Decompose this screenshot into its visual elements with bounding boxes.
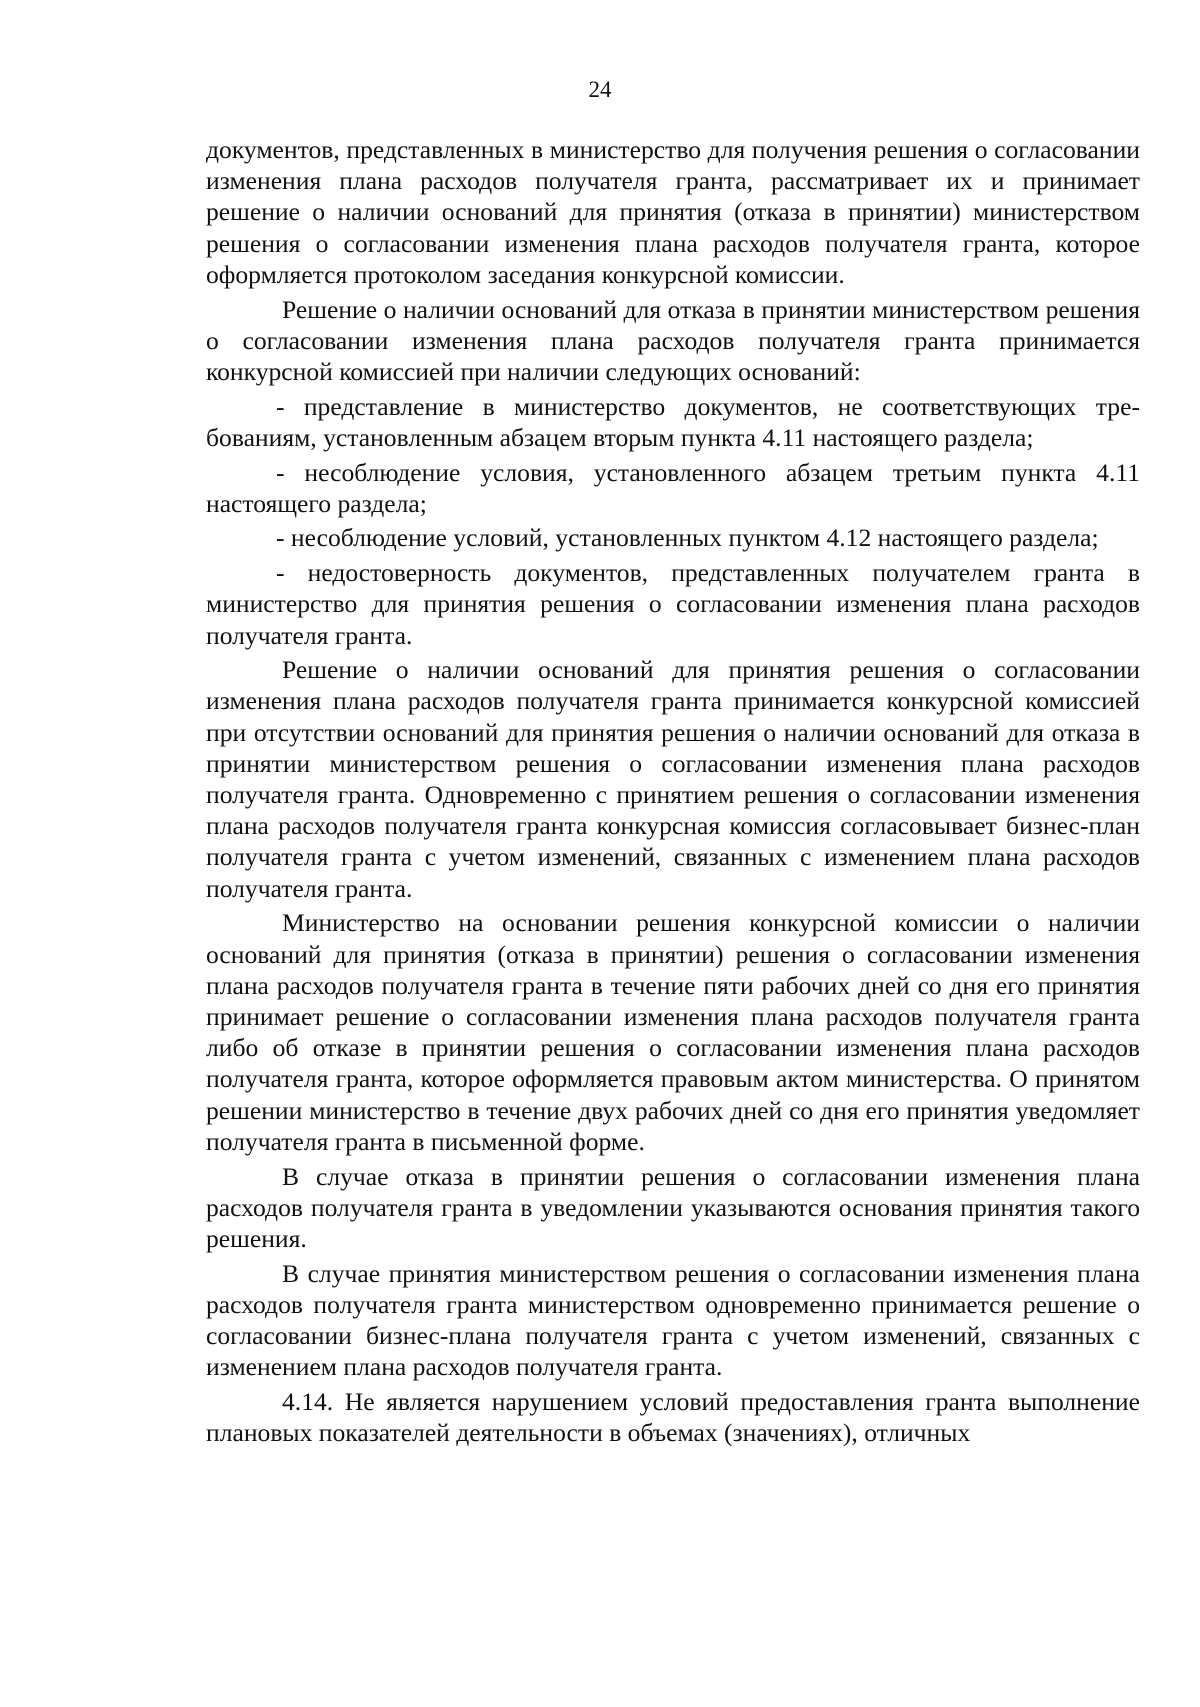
list-item-ground-2: - несоблюдение условия, установленного абзацем третьим пункта 4.11 настоящего раздела;	[206, 457, 1140, 518]
paragraph-business-plan: В случае принятия министерством решения о согласовании изменения плана расходов получателя гранта министерством одновременно принимается решение о согласовании бизнес-плана получателя гранта с учетом изменений, связанных с изменением плана расходов получателя гранта.	[206, 1258, 1140, 1382]
paragraph-approval-decision: Решение о наличии оснований для принятия решения о согласовании изменения плана расходов получателя гранта принимается конкурсной комиссией при отсутствии оснований для принятия решения о наличии оснований для отказа в принятии министерством решения о согласовании изменения плана расходов получателя гранта. Одновременно с принятием решения о согласовании изменения плана расходов получателя гранта конкурсная комиссия согласовывает бизнес-план получателя гранта с учетом изменений, связанных с изменением плана расходов получателя гранта.	[206, 655, 1140, 903]
paragraph-refusal-grounds-intro: Решение о наличии оснований для отказа в принятии министерством решения о согласовании изменения плана расходов получателя гранта принимается конкурсной комиссией при наличии следующих оснований:	[206, 294, 1140, 386]
paragraph-section-4-14: 4.14. Не является нарушением условий предоставления гранта выполнение плановых показателей деятельности в объемах (значениях), отличных	[206, 1386, 1140, 1448]
paragraph-continuation: документов, представленных в министерство для получения решения о согласовании изменения плана расходов получателя гранта, рассматривает их и принимает решение о наличии оснований для принятия (отказа в принятии) министерством решения о согласовании изменения плана расходов получателя гранта, которое оформляется протоколом заседания конкурсной комиссии.	[206, 135, 1140, 289]
page-number: 24	[588, 77, 612, 102]
list-item-ground-1: - представление в министерство документов, не соответствующих требованиям, установленным абзацем вторым пункта 4.11 настоящего раздела;	[206, 391, 1140, 452]
list-item-ground-4: - недостоверность документов, представленных получателем гранта в министерство для принятия решения о согласовании изменения плана расходов получателя гранта.	[206, 558, 1140, 650]
paragraph-refusal-notice: В случае отказа в принятии решения о согласовании изменения плана расходов получателя гранта в уведомлении указываются основания принятия такого решения.	[206, 1161, 1140, 1253]
paragraph-ministry-decision: Министерство на основании решения конкурсной комиссии о наличии оснований для принятия (отказа в принятии) решения о согласовании изменения плана расходов получателя гранта в течение пяти рабочих дней со дня его принятия принимает решение о согласовании изменения плана расходов получателя гранта либо об отказе в принятии решения о согласовании изменения плана расходов получателя гранта, которое оформляется правовым актом министерства. О принятом решении министерство в течение двух рабочих дней со дня его принятия уведомляет получателя гранта в письменной форме.	[206, 908, 1140, 1156]
document-body	[206, 134, 1140, 1452]
list-item-ground-3: - несоблюдение условий, установленных пунктом 4.12 настоящего раздела;	[276, 523, 1099, 553]
